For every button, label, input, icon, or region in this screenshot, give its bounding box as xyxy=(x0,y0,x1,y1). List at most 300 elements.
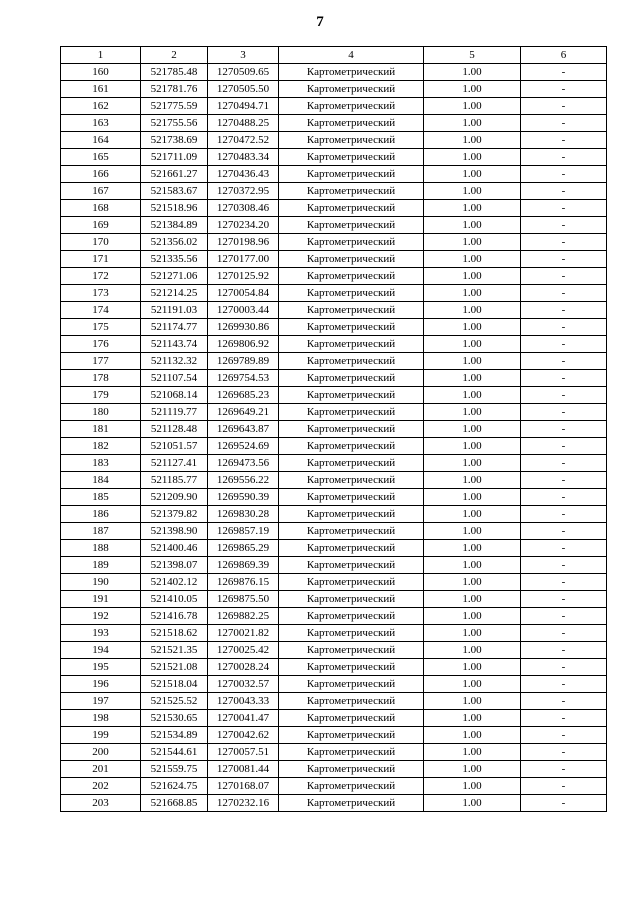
point-number-cell: 195 xyxy=(61,659,141,676)
table-row xyxy=(61,319,607,336)
accuracy-cell: 1.00 xyxy=(424,761,521,778)
accuracy-cell: 1.00 xyxy=(424,370,521,387)
y-coordinate-cell: 1269857.19 xyxy=(208,523,279,540)
y-coordinate-cell: 1270488.25 xyxy=(208,115,279,132)
point-number-cell: 199 xyxy=(61,727,141,744)
method-cell: Картометрический xyxy=(279,455,424,472)
x-coordinate-cell: 521785.48 xyxy=(141,64,208,81)
method-cell: Картометрический xyxy=(279,472,424,489)
table-body xyxy=(61,64,607,812)
point-number-cell: 182 xyxy=(61,438,141,455)
note-cell: - xyxy=(521,710,607,727)
point-number-cell: 176 xyxy=(61,336,141,353)
x-coordinate-cell: 521738.69 xyxy=(141,132,208,149)
note-cell: - xyxy=(521,251,607,268)
y-coordinate-cell: 1270032.57 xyxy=(208,676,279,693)
accuracy-cell: 1.00 xyxy=(424,472,521,489)
point-number-cell: 178 xyxy=(61,370,141,387)
method-cell: Картометрический xyxy=(279,540,424,557)
x-coordinate-cell: 521209.90 xyxy=(141,489,208,506)
note-cell: - xyxy=(521,319,607,336)
method-cell: Картометрический xyxy=(279,132,424,149)
x-coordinate-cell: 521544.61 xyxy=(141,744,208,761)
note-cell: - xyxy=(521,472,607,489)
method-cell: Картометрический xyxy=(279,387,424,404)
x-coordinate-cell: 521661.27 xyxy=(141,166,208,183)
note-cell: - xyxy=(521,132,607,149)
method-cell: Картометрический xyxy=(279,268,424,285)
method-cell: Картометрический xyxy=(279,574,424,591)
table-row xyxy=(61,336,607,353)
y-coordinate-cell: 1270372.95 xyxy=(208,183,279,200)
x-coordinate-cell: 521398.07 xyxy=(141,557,208,574)
point-number-cell: 181 xyxy=(61,421,141,438)
accuracy-cell: 1.00 xyxy=(424,353,521,370)
column-header: 3 xyxy=(208,47,279,64)
note-cell: - xyxy=(521,506,607,523)
y-coordinate-cell: 1269649.21 xyxy=(208,404,279,421)
table-row xyxy=(61,540,607,557)
method-cell: Картометрический xyxy=(279,795,424,812)
y-coordinate-cell: 1270168.07 xyxy=(208,778,279,795)
table-row xyxy=(61,200,607,217)
table-row xyxy=(61,744,607,761)
y-coordinate-cell: 1270054.84 xyxy=(208,285,279,302)
accuracy-cell: 1.00 xyxy=(424,489,521,506)
point-number-cell: 171 xyxy=(61,251,141,268)
accuracy-cell: 1.00 xyxy=(424,795,521,812)
table-row xyxy=(61,523,607,540)
coordinates-table xyxy=(60,46,607,812)
accuracy-cell: 1.00 xyxy=(424,234,521,251)
accuracy-cell: 1.00 xyxy=(424,693,521,710)
accuracy-cell: 1.00 xyxy=(424,710,521,727)
x-coordinate-cell: 521335.56 xyxy=(141,251,208,268)
note-cell: - xyxy=(521,778,607,795)
note-cell: - xyxy=(521,574,607,591)
accuracy-cell: 1.00 xyxy=(424,608,521,625)
point-number-cell: 189 xyxy=(61,557,141,574)
point-number-cell: 167 xyxy=(61,183,141,200)
method-cell: Картометрический xyxy=(279,149,424,166)
note-cell: - xyxy=(521,302,607,319)
table-row xyxy=(61,353,607,370)
point-number-cell: 173 xyxy=(61,285,141,302)
x-coordinate-cell: 521624.75 xyxy=(141,778,208,795)
x-coordinate-cell: 521668.85 xyxy=(141,795,208,812)
method-cell: Картометрический xyxy=(279,234,424,251)
x-coordinate-cell: 521400.46 xyxy=(141,540,208,557)
note-cell: - xyxy=(521,795,607,812)
y-coordinate-cell: 1270021.82 xyxy=(208,625,279,642)
x-coordinate-cell: 521356.02 xyxy=(141,234,208,251)
accuracy-cell: 1.00 xyxy=(424,727,521,744)
accuracy-cell: 1.00 xyxy=(424,302,521,319)
y-coordinate-cell: 1269875.50 xyxy=(208,591,279,608)
accuracy-cell: 1.00 xyxy=(424,455,521,472)
method-cell: Картометрический xyxy=(279,336,424,353)
table-row xyxy=(61,217,607,234)
x-coordinate-cell: 521127.41 xyxy=(141,455,208,472)
method-cell: Картометрический xyxy=(279,506,424,523)
x-coordinate-cell: 521410.05 xyxy=(141,591,208,608)
x-coordinate-cell: 521068.14 xyxy=(141,387,208,404)
table-row xyxy=(61,387,607,404)
method-cell: Картометрический xyxy=(279,251,424,268)
point-number-cell: 197 xyxy=(61,693,141,710)
x-coordinate-cell: 521521.35 xyxy=(141,642,208,659)
method-cell: Картометрический xyxy=(279,285,424,302)
table-header-row xyxy=(61,47,607,64)
accuracy-cell: 1.00 xyxy=(424,421,521,438)
x-coordinate-cell: 521379.82 xyxy=(141,506,208,523)
accuracy-cell: 1.00 xyxy=(424,336,521,353)
column-header: 6 xyxy=(521,47,607,64)
accuracy-cell: 1.00 xyxy=(424,744,521,761)
point-number-cell: 164 xyxy=(61,132,141,149)
note-cell: - xyxy=(521,659,607,676)
note-cell: - xyxy=(521,540,607,557)
accuracy-cell: 1.00 xyxy=(424,625,521,642)
point-number-cell: 172 xyxy=(61,268,141,285)
table-row xyxy=(61,472,607,489)
note-cell: - xyxy=(521,387,607,404)
column-header: 4 xyxy=(279,47,424,64)
x-coordinate-cell: 521583.67 xyxy=(141,183,208,200)
method-cell: Картометрический xyxy=(279,710,424,727)
table-row xyxy=(61,285,607,302)
note-cell: - xyxy=(521,438,607,455)
point-number-cell: 188 xyxy=(61,540,141,557)
y-coordinate-cell: 1269806.92 xyxy=(208,336,279,353)
accuracy-cell: 1.00 xyxy=(424,183,521,200)
point-number-cell: 191 xyxy=(61,591,141,608)
accuracy-cell: 1.00 xyxy=(424,115,521,132)
x-coordinate-cell: 521416.78 xyxy=(141,608,208,625)
x-coordinate-cell: 521128.48 xyxy=(141,421,208,438)
table-row xyxy=(61,659,607,676)
y-coordinate-cell: 1269643.87 xyxy=(208,421,279,438)
table-row xyxy=(61,370,607,387)
y-coordinate-cell: 1269556.22 xyxy=(208,472,279,489)
x-coordinate-cell: 521214.25 xyxy=(141,285,208,302)
note-cell: - xyxy=(521,370,607,387)
note-cell: - xyxy=(521,642,607,659)
table-row xyxy=(61,166,607,183)
note-cell: - xyxy=(521,200,607,217)
method-cell: Картометрический xyxy=(279,302,424,319)
x-coordinate-cell: 521384.89 xyxy=(141,217,208,234)
table-row xyxy=(61,149,607,166)
x-coordinate-cell: 521534.89 xyxy=(141,727,208,744)
column-header: 5 xyxy=(424,47,521,64)
accuracy-cell: 1.00 xyxy=(424,540,521,557)
table-row xyxy=(61,404,607,421)
x-coordinate-cell: 521521.08 xyxy=(141,659,208,676)
accuracy-cell: 1.00 xyxy=(424,591,521,608)
table-row xyxy=(61,608,607,625)
table-row xyxy=(61,625,607,642)
x-coordinate-cell: 521518.04 xyxy=(141,676,208,693)
table-row xyxy=(61,183,607,200)
column-header: 2 xyxy=(141,47,208,64)
table-row xyxy=(61,676,607,693)
accuracy-cell: 1.00 xyxy=(424,523,521,540)
y-coordinate-cell: 1269473.56 xyxy=(208,455,279,472)
note-cell: - xyxy=(521,557,607,574)
method-cell: Картометрический xyxy=(279,608,424,625)
point-number-cell: 200 xyxy=(61,744,141,761)
y-coordinate-cell: 1269882.25 xyxy=(208,608,279,625)
y-coordinate-cell: 1270472.52 xyxy=(208,132,279,149)
x-coordinate-cell: 521530.65 xyxy=(141,710,208,727)
y-coordinate-cell: 1270308.46 xyxy=(208,200,279,217)
point-number-cell: 194 xyxy=(61,642,141,659)
x-coordinate-cell: 521271.06 xyxy=(141,268,208,285)
note-cell: - xyxy=(521,421,607,438)
note-cell: - xyxy=(521,489,607,506)
y-coordinate-cell: 1269869.39 xyxy=(208,557,279,574)
note-cell: - xyxy=(521,404,607,421)
note-cell: - xyxy=(521,336,607,353)
accuracy-cell: 1.00 xyxy=(424,319,521,336)
point-number-cell: 184 xyxy=(61,472,141,489)
accuracy-cell: 1.00 xyxy=(424,659,521,676)
method-cell: Картометрический xyxy=(279,744,424,761)
point-number-cell: 179 xyxy=(61,387,141,404)
method-cell: Картометрический xyxy=(279,115,424,132)
table-row xyxy=(61,506,607,523)
point-number-cell: 180 xyxy=(61,404,141,421)
y-coordinate-cell: 1269876.15 xyxy=(208,574,279,591)
x-coordinate-cell: 521755.56 xyxy=(141,115,208,132)
note-cell: - xyxy=(521,761,607,778)
y-coordinate-cell: 1270025.42 xyxy=(208,642,279,659)
note-cell: - xyxy=(521,115,607,132)
table-row xyxy=(61,455,607,472)
point-number-cell: 190 xyxy=(61,574,141,591)
table-row xyxy=(61,421,607,438)
x-coordinate-cell: 521711.09 xyxy=(141,149,208,166)
table-row xyxy=(61,574,607,591)
accuracy-cell: 1.00 xyxy=(424,217,521,234)
point-number-cell: 177 xyxy=(61,353,141,370)
method-cell: Картометрический xyxy=(279,98,424,115)
table-row xyxy=(61,727,607,744)
method-cell: Картометрический xyxy=(279,778,424,795)
accuracy-cell: 1.00 xyxy=(424,387,521,404)
point-number-cell: 185 xyxy=(61,489,141,506)
x-coordinate-cell: 521525.52 xyxy=(141,693,208,710)
x-coordinate-cell: 521518.62 xyxy=(141,625,208,642)
note-cell: - xyxy=(521,234,607,251)
accuracy-cell: 1.00 xyxy=(424,81,521,98)
x-coordinate-cell: 521107.54 xyxy=(141,370,208,387)
y-coordinate-cell: 1269524.69 xyxy=(208,438,279,455)
table-row xyxy=(61,115,607,132)
y-coordinate-cell: 1270081.44 xyxy=(208,761,279,778)
point-number-cell: 168 xyxy=(61,200,141,217)
note-cell: - xyxy=(521,608,607,625)
method-cell: Картометрический xyxy=(279,489,424,506)
x-coordinate-cell: 521143.74 xyxy=(141,336,208,353)
y-coordinate-cell: 1270505.50 xyxy=(208,81,279,98)
point-number-cell: 163 xyxy=(61,115,141,132)
point-number-cell: 160 xyxy=(61,64,141,81)
y-coordinate-cell: 1270057.51 xyxy=(208,744,279,761)
y-coordinate-cell: 1269590.39 xyxy=(208,489,279,506)
method-cell: Картометрический xyxy=(279,166,424,183)
table-row xyxy=(61,591,607,608)
accuracy-cell: 1.00 xyxy=(424,149,521,166)
x-coordinate-cell: 521191.03 xyxy=(141,302,208,319)
method-cell: Картометрический xyxy=(279,404,424,421)
table-row xyxy=(61,693,607,710)
accuracy-cell: 1.00 xyxy=(424,166,521,183)
table-row xyxy=(61,489,607,506)
note-cell: - xyxy=(521,727,607,744)
y-coordinate-cell: 1270003.44 xyxy=(208,302,279,319)
method-cell: Картометрический xyxy=(279,642,424,659)
point-number-cell: 174 xyxy=(61,302,141,319)
column-header: 1 xyxy=(61,47,141,64)
method-cell: Картометрический xyxy=(279,64,424,81)
y-coordinate-cell: 1269865.29 xyxy=(208,540,279,557)
table-row xyxy=(61,557,607,574)
note-cell: - xyxy=(521,625,607,642)
point-number-cell: 169 xyxy=(61,217,141,234)
note-cell: - xyxy=(521,183,607,200)
x-coordinate-cell: 521132.32 xyxy=(141,353,208,370)
y-coordinate-cell: 1270042.62 xyxy=(208,727,279,744)
method-cell: Картометрический xyxy=(279,200,424,217)
x-coordinate-cell: 521559.75 xyxy=(141,761,208,778)
accuracy-cell: 1.00 xyxy=(424,251,521,268)
x-coordinate-cell: 521174.77 xyxy=(141,319,208,336)
note-cell: - xyxy=(521,166,607,183)
point-number-cell: 202 xyxy=(61,778,141,795)
x-coordinate-cell: 521402.12 xyxy=(141,574,208,591)
point-number-cell: 183 xyxy=(61,455,141,472)
note-cell: - xyxy=(521,744,607,761)
table-row xyxy=(61,778,607,795)
x-coordinate-cell: 521051.57 xyxy=(141,438,208,455)
note-cell: - xyxy=(521,81,607,98)
table-row xyxy=(61,98,607,115)
method-cell: Картометрический xyxy=(279,183,424,200)
method-cell: Картометрический xyxy=(279,319,424,336)
accuracy-cell: 1.00 xyxy=(424,98,521,115)
method-cell: Картометрический xyxy=(279,625,424,642)
accuracy-cell: 1.00 xyxy=(424,506,521,523)
accuracy-cell: 1.00 xyxy=(424,200,521,217)
note-cell: - xyxy=(521,98,607,115)
accuracy-cell: 1.00 xyxy=(424,268,521,285)
accuracy-cell: 1.00 xyxy=(424,778,521,795)
y-coordinate-cell: 1270041.47 xyxy=(208,710,279,727)
method-cell: Картометрический xyxy=(279,438,424,455)
y-coordinate-cell: 1269754.53 xyxy=(208,370,279,387)
method-cell: Картометрический xyxy=(279,217,424,234)
x-coordinate-cell: 521185.77 xyxy=(141,472,208,489)
table-row xyxy=(61,81,607,98)
note-cell: - xyxy=(521,676,607,693)
method-cell: Картометрический xyxy=(279,557,424,574)
accuracy-cell: 1.00 xyxy=(424,404,521,421)
table-row xyxy=(61,761,607,778)
accuracy-cell: 1.00 xyxy=(424,676,521,693)
table-row xyxy=(61,64,607,81)
table-row xyxy=(61,302,607,319)
y-coordinate-cell: 1270232.16 xyxy=(208,795,279,812)
point-number-cell: 193 xyxy=(61,625,141,642)
method-cell: Картометрический xyxy=(279,761,424,778)
method-cell: Картометрический xyxy=(279,727,424,744)
table-row xyxy=(61,642,607,659)
method-cell: Картометрический xyxy=(279,591,424,608)
table-row xyxy=(61,251,607,268)
note-cell: - xyxy=(521,268,607,285)
accuracy-cell: 1.00 xyxy=(424,557,521,574)
note-cell: - xyxy=(521,591,607,608)
x-coordinate-cell: 521518.96 xyxy=(141,200,208,217)
y-coordinate-cell: 1270234.20 xyxy=(208,217,279,234)
note-cell: - xyxy=(521,217,607,234)
method-cell: Картометрический xyxy=(279,421,424,438)
method-cell: Картометрический xyxy=(279,370,424,387)
y-coordinate-cell: 1270509.65 xyxy=(208,64,279,81)
note-cell: - xyxy=(521,285,607,302)
y-coordinate-cell: 1270494.71 xyxy=(208,98,279,115)
point-number-cell: 161 xyxy=(61,81,141,98)
x-coordinate-cell: 521781.76 xyxy=(141,81,208,98)
point-number-cell: 192 xyxy=(61,608,141,625)
point-number-cell: 170 xyxy=(61,234,141,251)
table-row xyxy=(61,710,607,727)
y-coordinate-cell: 1270043.33 xyxy=(208,693,279,710)
point-number-cell: 196 xyxy=(61,676,141,693)
method-cell: Картометрический xyxy=(279,353,424,370)
point-number-cell: 186 xyxy=(61,506,141,523)
accuracy-cell: 1.00 xyxy=(424,285,521,302)
point-number-cell: 162 xyxy=(61,98,141,115)
method-cell: Картометрический xyxy=(279,693,424,710)
y-coordinate-cell: 1269930.86 xyxy=(208,319,279,336)
note-cell: - xyxy=(521,693,607,710)
y-coordinate-cell: 1270483.34 xyxy=(208,149,279,166)
x-coordinate-cell: 521119.77 xyxy=(141,404,208,421)
y-coordinate-cell: 1270028.24 xyxy=(208,659,279,676)
table-row xyxy=(61,795,607,812)
y-coordinate-cell: 1270177.00 xyxy=(208,251,279,268)
accuracy-cell: 1.00 xyxy=(424,132,521,149)
y-coordinate-cell: 1269685.23 xyxy=(208,387,279,404)
note-cell: - xyxy=(521,455,607,472)
y-coordinate-cell: 1269789.89 xyxy=(208,353,279,370)
point-number-cell: 203 xyxy=(61,795,141,812)
note-cell: - xyxy=(521,149,607,166)
note-cell: - xyxy=(521,523,607,540)
accuracy-cell: 1.00 xyxy=(424,574,521,591)
method-cell: Картометрический xyxy=(279,659,424,676)
table-row xyxy=(61,438,607,455)
method-cell: Картометрический xyxy=(279,523,424,540)
note-cell: - xyxy=(521,64,607,81)
point-number-cell: 166 xyxy=(61,166,141,183)
table-row xyxy=(61,132,607,149)
accuracy-cell: 1.00 xyxy=(424,64,521,81)
y-coordinate-cell: 1270125.92 xyxy=(208,268,279,285)
